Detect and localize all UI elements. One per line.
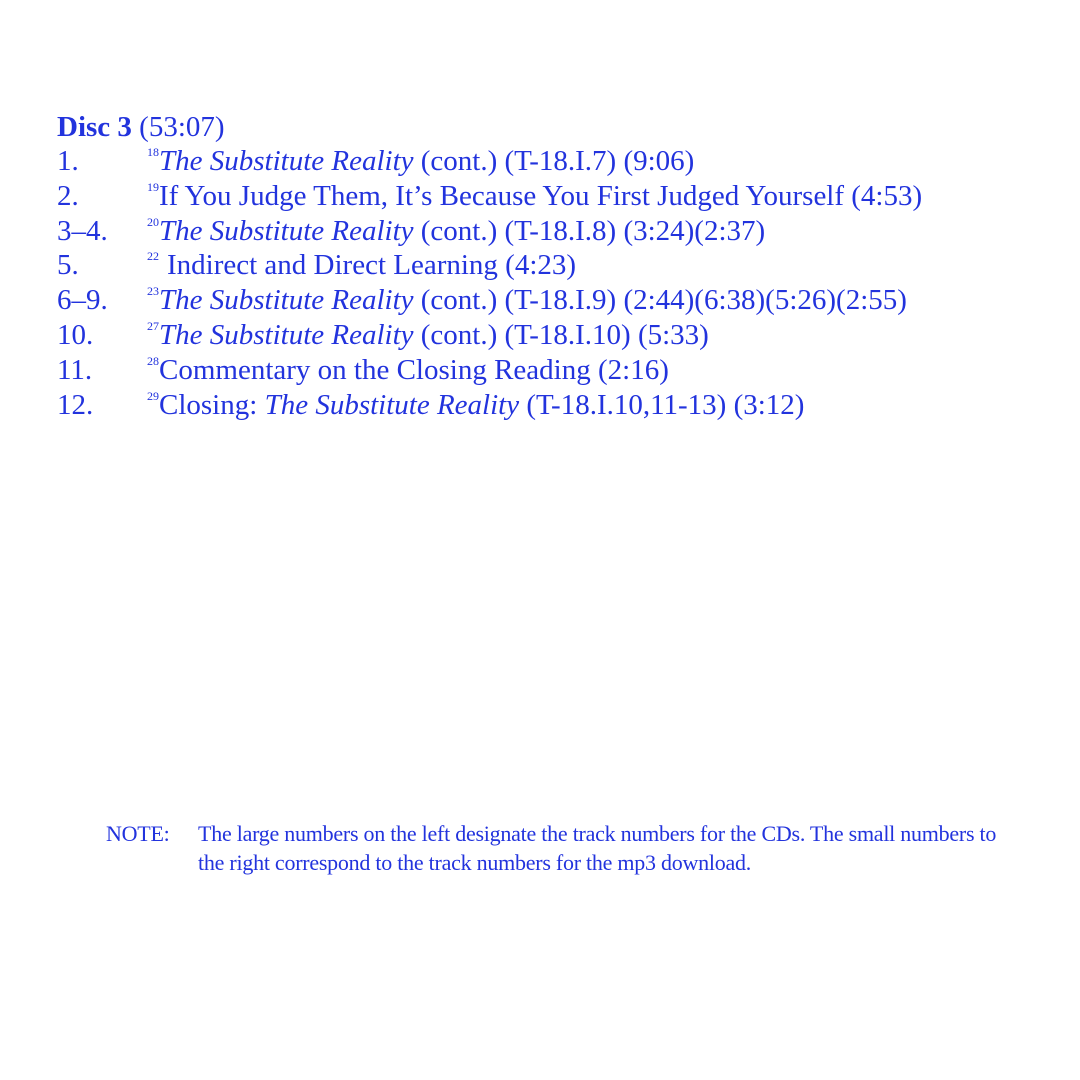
- track-title: [147, 248, 1072, 283]
- mp3-track-number: 19: [147, 179, 159, 194]
- mp3-track-number: 22: [147, 249, 159, 264]
- disc-track-listing: [57, 110, 1072, 422]
- track-row: [57, 248, 1072, 283]
- cd-track-number: 2.: [57, 179, 79, 212]
- mp3-track-number: 23: [147, 284, 159, 299]
- track-title: [147, 388, 1072, 423]
- track-title-italic: The Substitute Reality: [159, 284, 414, 317]
- cd-track-number: 1.: [57, 145, 79, 177]
- track-title-suffix: (cont.) (T-18.I.8) (3:24)(2:37): [413, 214, 766, 247]
- cd-track-number: 12.: [57, 388, 94, 421]
- note-text: The large numbers on the left designate the track numbers for the CDs. The small numbers to the right correspond to the track numbers for the mp3 download.: [198, 821, 997, 875]
- track-title-prefix: If You Judge Them, It’s Because You First Judged Yourself (4:53): [159, 179, 923, 212]
- track-row: [57, 144, 1072, 179]
- track-title-suffix: (cont.) (T-18.I.9) (2:44)(6:38)(5:26)(2:55): [413, 284, 907, 317]
- track-title-italic: The Substitute Reality: [159, 318, 414, 351]
- track-title-italic: The Substitute Reality: [264, 388, 520, 421]
- footnote: [106, 819, 1026, 877]
- track-row: [57, 283, 1072, 318]
- track-title-italic: The Substitute Reality: [159, 145, 414, 177]
- track-title-suffix: (T-18.I.10,11-13) (3:12): [519, 388, 805, 421]
- track-title-italic: The Substitute Reality: [159, 214, 414, 247]
- track-title: [147, 353, 1072, 388]
- disc-title: Disc 3: [57, 111, 132, 143]
- mp3-track-number: 20: [147, 214, 159, 229]
- cd-track-number: 11.: [57, 353, 93, 386]
- mp3-track-number: 29: [147, 388, 159, 403]
- mp3-track-number: 28: [147, 353, 159, 368]
- track-title-prefix: Closing:: [159, 388, 265, 421]
- track-row: [57, 388, 1072, 423]
- track-title: [147, 318, 1072, 353]
- cd-track-number: 5.: [57, 249, 79, 282]
- cd-track-number: 6–9.: [57, 284, 108, 317]
- disc-duration: (53:07): [139, 111, 225, 143]
- track-row: [57, 179, 1072, 214]
- track-title: [147, 179, 1072, 214]
- track-title: [147, 144, 1072, 179]
- disc-header: [57, 110, 1072, 144]
- track-row: [57, 214, 1072, 249]
- track-title-prefix: Commentary on the Closing Reading (2:16): [159, 353, 669, 386]
- cd-track-number: 3–4.: [57, 214, 108, 247]
- cd-track-number: 10.: [57, 318, 94, 351]
- track-title-suffix: (cont.) (T-18.I.10) (5:33): [413, 318, 709, 351]
- track-title-prefix: Indirect and Direct Learning (4:23): [167, 249, 577, 282]
- track-title: [147, 283, 1072, 318]
- track-title-suffix: (cont.) (T-18.I.7) (9:06): [413, 145, 695, 177]
- track-row: [57, 353, 1072, 388]
- mp3-track-number: 27: [147, 318, 159, 333]
- track-title: [147, 214, 1072, 249]
- note-label: NOTE:: [106, 821, 170, 846]
- track-row: [57, 318, 1072, 353]
- mp3-track-number: 18: [147, 145, 159, 159]
